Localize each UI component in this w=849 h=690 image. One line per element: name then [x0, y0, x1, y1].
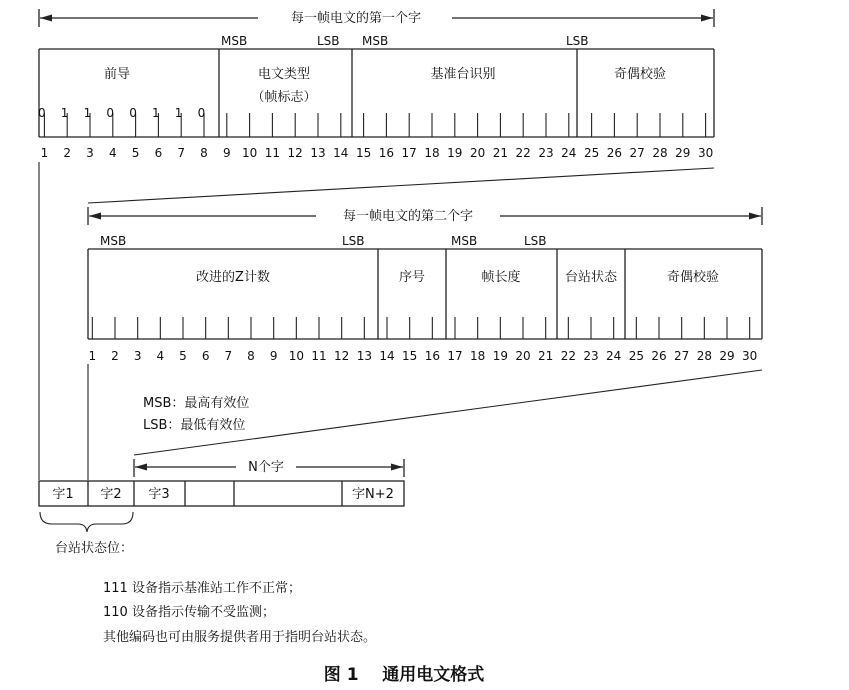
word1-bit-number: 17 [401, 146, 417, 160]
word2-bit-number: 4 [156, 349, 165, 363]
word1-bit-number: 7 [177, 146, 186, 160]
word1-bit-number: 12 [287, 146, 303, 160]
word2-bit-number: 25 [628, 349, 644, 363]
word1-bit-number: 22 [515, 146, 531, 160]
word2-field-parity: 奇偶校验 [666, 270, 720, 285]
word1-lsb-1: LSB [317, 34, 340, 48]
word2-bit-number: 30 [742, 349, 758, 363]
note-line-2: 110 设备指示传输不受监测； [103, 605, 275, 620]
word2-bit-number: 1 [88, 349, 97, 363]
word1-frame [39, 49, 714, 137]
word1-field-parity: 奇偶校验 [613, 67, 667, 82]
word1-bit-number: 27 [629, 146, 645, 160]
word2-msb-1: MSB [100, 234, 127, 248]
word2-field-station-health: 台站状态 [564, 270, 618, 285]
word1-bit-number: 3 [86, 146, 94, 160]
word2-bit-number: 3 [133, 349, 142, 363]
figure-caption: 图 1 通用电文格式 [323, 665, 485, 685]
word2-bit-number: 19 [492, 349, 508, 363]
word2-bit-number: 9 [269, 349, 278, 363]
word2-header [88, 207, 762, 225]
word2-bit-number: 14 [379, 349, 395, 363]
word2-bit-number: 24 [606, 349, 622, 363]
sequence-word-1: 字1 [52, 487, 74, 502]
word2-bit-number: 10 [288, 349, 304, 363]
word1-msb-2: MSB [362, 34, 389, 48]
brace [40, 512, 133, 532]
word1-bit-number: 30 [697, 146, 714, 160]
sequence-frame [39, 481, 404, 506]
preamble-bit-value: 0 [197, 106, 206, 120]
brace-label: 台站状态位： [55, 541, 134, 556]
word1-bit-numbers [41, 146, 714, 160]
word1-lsb-2: LSB [566, 34, 589, 48]
word2-lsb-1: LSB [342, 234, 365, 248]
word1-bit-number: 21 [492, 146, 509, 160]
word2-bit-number: 5 [179, 349, 187, 363]
legend-msb: MSB：最高有效位 [143, 396, 250, 411]
word1-bit-number: 8 [200, 146, 208, 160]
word1-field-message-type-sub: （帧标志） [251, 90, 317, 105]
word2-bit-number: 20 [515, 349, 531, 363]
word2-bit-number: 21 [538, 349, 554, 363]
word1-msb-1: MSB [221, 34, 248, 48]
word1-bit-number: 2 [63, 146, 72, 160]
word1-bit-number: 10 [241, 146, 258, 160]
sequence-header [134, 459, 404, 477]
word1-field-preamble: 前导 [103, 67, 131, 82]
word1-header [39, 9, 714, 27]
word1-bit-number: 14 [333, 146, 349, 160]
legend-lsb: LSB：最低有效位 [143, 418, 246, 433]
word1-bit-number: 24 [561, 146, 577, 160]
word1-bit-number: 29 [675, 146, 691, 160]
word2-field-frame-length: 帧长度 [481, 270, 521, 285]
word2-bit-number: 28 [696, 349, 712, 363]
word2-bit-number: 12 [334, 349, 350, 363]
word2-bit-number: 22 [560, 349, 576, 363]
word1-bit-number: 20 [469, 146, 486, 160]
word2-bit-number: 15 [402, 349, 418, 363]
word2-bit-number: 18 [470, 349, 486, 363]
word2-bit-number: 23 [583, 349, 599, 363]
word2-bit-number: 17 [447, 349, 463, 363]
word2-bit-number: 26 [651, 349, 667, 363]
word1-bit-number: 6 [154, 146, 163, 160]
preamble-bit-value: 1 [60, 106, 69, 120]
sequence-word-3: 字3 [148, 487, 170, 502]
word1-bit-number: 11 [264, 146, 281, 160]
word2-bit-number: 13 [356, 349, 372, 363]
word1-bit-number: 25 [583, 146, 600, 160]
word2-bit-number: 6 [201, 349, 210, 363]
preamble-bit-value: 1 [152, 106, 160, 120]
word1-preamble-bits [38, 106, 205, 120]
word2-msb-2: MSB [451, 234, 478, 248]
word1-bit-number: 5 [131, 146, 140, 160]
sequence-word-2: 字2 [100, 487, 122, 502]
word1-bit-number: 13 [310, 146, 326, 160]
word1-field-message-type: 电文类型 [257, 67, 311, 82]
preamble-bit-value: 1 [174, 106, 183, 120]
expansion-line-sequence [134, 370, 762, 455]
preamble-bit-value: 0 [38, 106, 46, 120]
word2-bit-number: 11 [311, 349, 327, 363]
word2-bit-numbers [89, 349, 758, 363]
sequence-word-n-plus-2: 字N+2 [352, 487, 394, 502]
word2-header-text: 每一帧电文的第二个字 [342, 209, 474, 224]
word2-field-z-count: 改进的Z计数 [196, 270, 270, 285]
note-line-1: 111 设备指示基准站工作不正常； [103, 581, 301, 596]
word1-header-text: 每一帧电文的第一个字 [290, 11, 422, 26]
word2-bit-number: 27 [674, 349, 690, 363]
word1-bit-number: 28 [652, 146, 668, 160]
word1-bit-number: 16 [378, 146, 395, 160]
word1-field-station-id: 基准台识别 [430, 67, 496, 82]
word1-bit-number: 26 [606, 146, 623, 160]
word2-bit-number: 7 [224, 349, 233, 363]
word2-bit-number: 8 [247, 349, 255, 363]
word1-bit-number: 19 [447, 146, 463, 160]
word2-bit-number: 29 [719, 349, 735, 363]
word1-bit-ticks [44, 113, 705, 137]
word2-frame [88, 249, 762, 339]
expansion-line-word2 [88, 168, 714, 203]
word1-bit-number: 23 [538, 146, 554, 160]
preamble-bit-value: 1 [83, 106, 92, 120]
preamble-bit-value: 0 [129, 106, 137, 120]
word2-bit-number: 16 [424, 349, 440, 363]
word1-bit-number: 1 [40, 146, 49, 160]
note-line-3: 其他编码也可由服务提供者用于指明台站状态。 [103, 630, 377, 645]
word1-bit-number: 9 [222, 146, 231, 160]
sequence-header-text: N个字 [248, 460, 284, 475]
word2-bit-number: 2 [111, 349, 119, 363]
word2-lsb-2: LSB [524, 234, 547, 248]
preamble-bit-value: 0 [106, 106, 115, 120]
word1-bit-number: 4 [108, 146, 117, 160]
word1-bit-number: 18 [424, 146, 440, 160]
word2-field-sequence: 序号 [398, 270, 426, 285]
word2-bit-ticks [92, 317, 749, 339]
word1-bit-number: 15 [355, 146, 372, 160]
